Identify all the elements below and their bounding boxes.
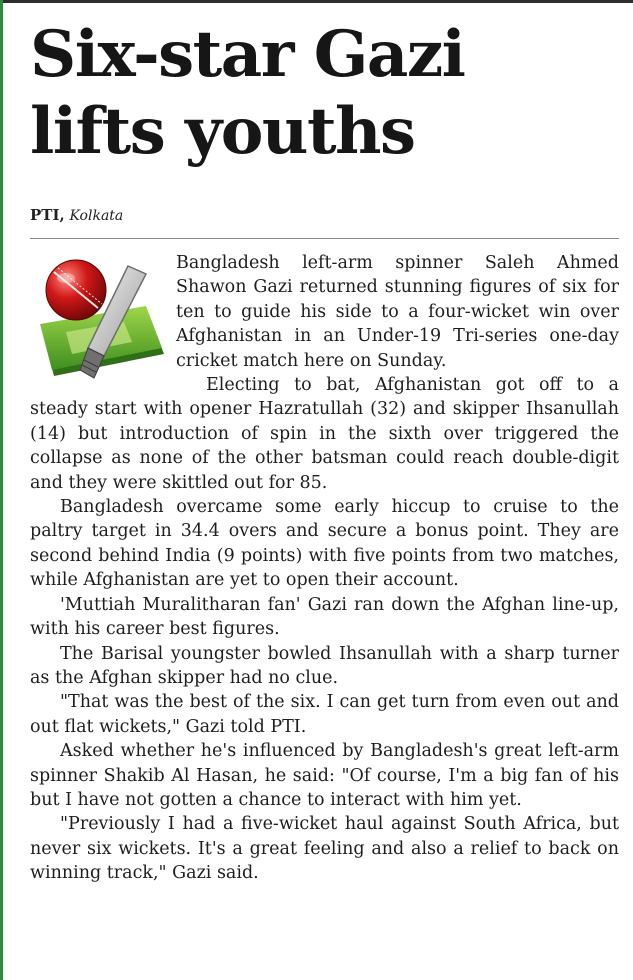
paragraph-7: Asked whether he's influenced by Bangladesh's great left-arm spinner Shakib Al Hasan, he said: "Of course, I'm a big fan of his but I have not gotten a chance to interact with him yet. [30, 741, 619, 810]
headline: Six-star Gazi lifts youths [30, 17, 465, 169]
page-top-rule [3, 0, 633, 3]
byline [30, 206, 123, 224]
byline-agency: PTI, [30, 206, 65, 224]
page-left-border [0, 0, 3, 980]
byline-city: Kolkata [69, 208, 124, 224]
paragraph-4: 'Muttiah Muralitharan fan' Gazi ran down the Afghan line-up, with his career best figures. [30, 594, 619, 640]
article-body [30, 251, 619, 886]
paragraph-3: Bangladesh overcame some early hiccup to cruise to the paltry target in 34.4 overs and secure a bonus point. They are second behind India (9 points) with five points from two matches, while Afghanistan are yet to open their account. [30, 497, 619, 591]
paragraph-2: Electing to bat, Afghanistan got off to a steady start with opener Hazratullah (32) and skipper Ihsanullah (14) but introduction of spin in the sixth over triggered the collapse as none of the other batsman could reach double-digit and they were skittled out for 85. [30, 375, 619, 493]
paragraph-5: The Barisal youngster bowled Ihsanullah with a sharp turner as the Afghan skipper had no clue. [30, 643, 619, 688]
paragraph-6: "That was the best of the six. I can get turn from even out and out flat wickets," Gazi told PTI. [30, 692, 619, 737]
paragraph-1: Bangladesh left-arm spinner Saleh Ahmed Shawon Gazi returned stunning figures of six for ten to guide his side to a four-wicket win over Afghanistan in an Under-19 Tri-series one-day cricket match here on Sunday. [176, 253, 619, 371]
byline-divider [30, 238, 619, 239]
icon-text-wrap-spacer [30, 251, 176, 375]
paragraph-8: "Previously I had a five-wicket haul against South Africa, but never six wickets. It's a great feeling and also a relief to back on winning track," Gazi said. [30, 814, 619, 884]
